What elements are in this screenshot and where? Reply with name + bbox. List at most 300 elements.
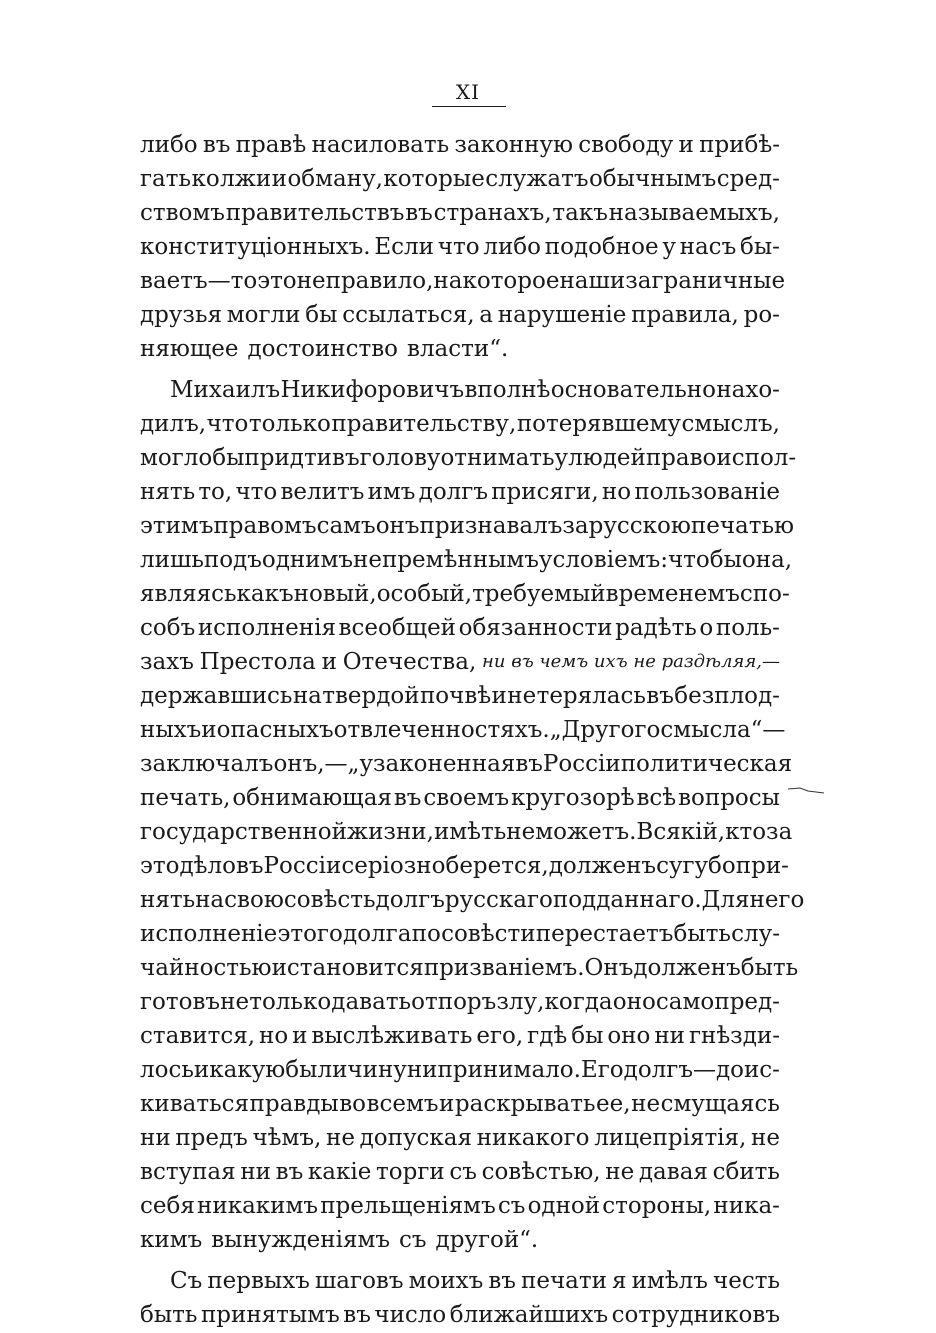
word: поль- [715,615,780,641]
word: всеобщей [338,615,457,641]
word: правительствъ [225,200,405,226]
word: никакого [476,1125,590,1151]
text-line [140,1155,780,1189]
word: лось [140,1057,194,1083]
word: что [235,479,278,505]
word: онъ [375,513,420,539]
word: оно [607,1023,651,1049]
word: долженъ [633,955,741,981]
word: терялась [536,683,646,709]
word: не [751,1125,780,1151]
word: перестаетъ [535,921,674,947]
word: людей [568,445,646,471]
word: называемыхъ, [608,200,780,226]
word: совѣстью, [481,1159,601,1185]
word: ваетъ—то [140,268,258,294]
word: ни [240,1159,271,1185]
word: и [193,1057,210,1083]
word: его, [476,1023,524,1049]
word: либо [140,132,198,158]
text-line [140,230,780,264]
word: Престола [199,649,316,675]
word: первыхъ [207,1268,310,1294]
text-line [140,917,780,951]
word: служатъ [485,166,589,192]
word: Если [374,234,435,260]
word: спо- [739,581,790,607]
word: честь [713,1268,780,1294]
word: такъ [552,200,608,226]
word: и [439,1091,455,1117]
word: Отечества, [342,649,477,675]
word: въ [202,132,231,158]
word: о [699,615,714,641]
word: дѣло [179,853,236,879]
word: не [326,1125,355,1151]
word: пользованіе [634,479,780,505]
word: и [271,955,287,981]
word: заключалъ [140,751,274,777]
word: одной [527,1193,601,1219]
word: временемъ [605,581,740,607]
word: кто [725,819,767,845]
word: обычнымъ [588,166,717,192]
word: становится [286,955,424,981]
word: этого [277,921,343,947]
word: и [292,1023,308,1049]
word: не [506,819,536,845]
word: придти [244,445,333,471]
word: Всякій, [636,819,726,845]
word: у [554,445,569,471]
word: радѣть [615,615,697,641]
word: долгъ—доис- [623,1057,780,1083]
text-line [140,1223,780,1257]
body-text [140,128,805,1332]
word: нахо- [716,377,780,403]
text-line [140,713,786,747]
word: „Другого [549,717,661,743]
word: обману, [287,166,383,192]
word: и [678,132,694,158]
word: собъ [140,615,196,641]
word: нарушеніе [497,302,627,328]
word: обнимающая [232,785,392,811]
text-line [140,332,780,366]
word: вынужденіямъ [211,1227,391,1253]
word: исполненія [197,615,336,641]
word: право [645,445,717,471]
word: ни [406,1057,438,1083]
word: только [249,989,332,1015]
word: ее, [596,1091,631,1117]
word: ставится, [140,1023,256,1049]
word: то, [198,479,233,505]
word: всѣ [636,785,677,811]
word: но [601,479,632,505]
word: себя [140,1193,195,1219]
word: Михаилъ [170,377,281,403]
word: него [749,887,805,913]
text-line [140,1298,780,1332]
word: бы [305,302,338,328]
text-line [140,407,780,441]
word: какую [209,1057,286,1083]
word: бы [571,1023,604,1049]
text-line [140,543,793,577]
word: никакимъ [197,1193,319,1219]
word: державшись [140,683,293,709]
word: допуская [359,1125,472,1151]
word: условіемъ: [538,547,668,573]
text-line [140,985,780,1019]
word: почвѣ [419,683,492,709]
word: при- [735,853,789,879]
word: правила, [631,302,739,328]
word: не [507,683,537,709]
word: оно [612,989,656,1015]
word: ни [654,1023,685,1049]
word: съ [399,1227,427,1253]
word: отвлеченностяхъ. [333,717,550,743]
word: совѣсти [441,921,536,947]
word: печати [521,1268,607,1294]
word: быть [740,955,799,981]
word: гать [140,166,192,192]
word: не [296,268,326,294]
word: въ [275,1159,304,1185]
word: совѣсть [283,887,376,913]
text-line [140,475,780,509]
word: не [631,1091,661,1117]
word: Россіи [263,853,342,879]
word: Для [701,887,750,913]
word: давать [331,989,412,1015]
word: безплод- [674,683,780,709]
word: сбить [712,1159,780,1185]
word: правомъ [213,513,317,539]
word: призваніемъ. [423,955,585,981]
word: присяги, [491,479,599,505]
text-line [140,1121,780,1155]
word: киваться [140,1091,250,1117]
word: сотрудниковъ [611,1302,780,1328]
word: свою [224,887,284,913]
word: смысла“— [660,717,786,743]
word: вполнѣ [464,377,551,403]
word: не [220,989,250,1015]
word: она, [741,547,793,573]
text-line [140,298,780,332]
word: ни [140,1125,171,1151]
word: и [271,166,288,192]
word: свободу [578,132,674,158]
word: смыслъ, [681,411,780,437]
word: само [655,989,715,1015]
word: въ [488,1268,516,1294]
text-line [140,1087,780,1121]
word: подъ [203,547,262,573]
word: прельщеніямъ [320,1193,496,1219]
word: ни въ чемъ ихъ не раздѣляя,— [482,651,780,672]
word: сугубо [656,853,736,879]
word: готовъ [140,989,221,1015]
word: чайностью [140,955,272,981]
word: опасныхъ [216,717,334,743]
word: которое [462,268,560,294]
word: твердой [322,683,420,709]
word: испол- [716,445,797,471]
word: правды [249,1091,339,1117]
word: кимъ [140,1227,203,1253]
text-line [140,128,780,162]
word: особый, [376,581,473,607]
word: имѣлъ [631,1268,708,1294]
word: друзья [140,302,222,328]
word: я [612,1268,627,1294]
text-line [140,645,780,679]
text-line [140,264,786,298]
word: берется, [445,853,549,879]
word: ссылаться, [342,302,475,328]
word: русскаго [444,887,553,913]
word: ствомъ [140,200,225,226]
word: потерявшему [516,411,681,437]
text-line [140,679,780,713]
word: другой“. [435,1227,539,1253]
word: имъ [367,479,416,505]
word: подобное [544,234,659,260]
word: наши [559,268,626,294]
word: могло [140,445,213,471]
word: либо [483,234,541,260]
text-line [140,1053,780,1087]
word: смущаясь [660,1091,780,1117]
word: можетъ. [535,819,637,845]
word: въ [332,445,360,471]
text-line [140,577,790,611]
word: лицепріятія, [594,1125,747,1151]
word: Онъ [584,955,634,981]
word: только [248,411,331,437]
word: въ [343,1302,371,1328]
word: новый, [293,581,377,607]
word: съ [449,1159,477,1185]
text-line [140,883,805,917]
word: имѣть [433,819,507,845]
word: бы [285,1057,318,1083]
word: подданнаго. [552,887,702,913]
word: заграничные [625,268,786,294]
word: всемъ [366,1091,439,1117]
word: достоинство [247,336,398,362]
word: нять [140,479,196,505]
word: онъ,—„узаконенная [273,751,516,777]
word: чтобы [667,547,742,573]
word: въ [646,683,674,709]
word: давая [638,1159,708,1185]
word: въ [515,751,543,777]
word: но [258,1023,289,1049]
text-line [140,373,780,407]
word: правило, [325,268,434,294]
word: что [437,234,480,260]
word: и [201,717,217,743]
word: вступая [140,1159,236,1185]
word: во [339,1091,367,1117]
word: странахъ, [433,200,552,226]
word: могли [226,302,301,328]
word: сред- [716,166,780,192]
word: слу- [731,921,780,947]
word: являясь [140,581,237,607]
word: основательно [550,377,716,403]
word: законную [454,132,574,158]
word: власти“. [407,336,509,362]
word: личину [317,1057,407,1083]
word: быть [140,1302,198,1328]
word: на [292,683,322,709]
text-line [140,849,789,883]
word: чѣмъ, [252,1125,322,1151]
word: въ [393,785,422,811]
word: какъ [236,581,294,607]
word: раскрывать [454,1091,596,1117]
word: гнѣзди- [688,1023,780,1049]
word: насъ [679,234,737,260]
word: принимало. [437,1057,581,1083]
word: печатью [690,513,795,539]
word: голову [359,445,441,471]
text-line [140,1264,780,1298]
word: однимъ [261,547,354,573]
word: долгъ [375,887,445,913]
word: по [411,921,441,947]
word: отпоръ [411,989,497,1015]
word: въ [405,200,433,226]
word: русскою [588,513,691,539]
text-line [140,162,780,196]
word: у [662,234,676,260]
text-line [140,1019,780,1053]
word: бы- [739,234,780,260]
word: Никифоровичъ [280,377,465,403]
word: долга [343,921,412,947]
text-line [140,196,780,230]
word: Съ [170,1268,203,1294]
word: конституціонныхъ. [140,234,371,260]
word: въ [235,853,264,879]
word: съ [497,1193,526,1219]
word: быть [673,921,731,947]
word: ро- [743,302,780,328]
word: какіе [307,1159,372,1185]
word: за [562,513,589,539]
word: никa- [713,1193,780,1219]
word: что [206,411,249,437]
word: дилъ, [140,411,207,437]
word: признавалъ [419,513,563,539]
word: злу, [496,989,545,1015]
text-line [140,509,795,543]
word: непремѣннымъ [353,547,539,573]
word: лишь [140,547,204,573]
word: няющее [140,336,239,362]
text-line [140,1189,780,1223]
word: шаговъ [314,1268,404,1294]
word: не [605,1159,635,1185]
word: это [257,268,297,294]
word: стороны, [602,1193,712,1219]
word: торги [376,1159,445,1185]
word: долженъ [548,853,657,879]
text-line [140,781,780,815]
word: на [195,887,225,913]
word: захъ [140,649,194,675]
word: ко [191,166,220,192]
word: которые [383,166,485,192]
word: правительству, [331,411,517,437]
word: требуемый [472,581,606,607]
word: это [140,853,180,879]
text-line [140,951,799,985]
word: ныхъ [140,717,202,743]
text-line [140,747,793,781]
word: долгъ [418,479,488,505]
word: печать, [140,785,231,811]
word: прибѣ- [699,132,780,158]
word: а [479,302,494,328]
page-number: XI [455,80,481,104]
word: предъ [175,1125,248,1151]
word: выслѣживать [311,1023,473,1049]
word: Россіи [542,751,621,777]
word: жизни, [346,819,434,845]
word: лжи [220,166,272,192]
text-line [140,441,797,475]
word: гдѣ [527,1023,568,1049]
word: кругозорѣ [511,785,635,811]
word: когда [544,989,613,1015]
word: принятымъ [200,1302,340,1328]
word: этимъ [140,513,214,539]
word: велитъ [280,479,365,505]
word: самъ [316,513,376,539]
header-rule [432,106,506,107]
word: отнимать [440,445,555,471]
word: за [766,819,793,845]
word: бы [212,445,245,471]
word: исполненіе [140,921,278,947]
word: Его [580,1057,624,1083]
word: и [321,649,337,675]
word: число [374,1302,447,1328]
word: и [491,683,507,709]
word: ближайшихъ [449,1302,609,1328]
word: своемъ [423,785,510,811]
word: государственной [140,819,347,845]
word: серіозно [341,853,446,879]
word: вопросы [678,785,780,811]
text-line [140,611,780,645]
word: нять [140,887,196,913]
word: политическая [620,751,793,777]
word: моихъ [408,1268,484,1294]
word: пред- [714,989,780,1015]
text-line [140,815,793,849]
word: насиловать [311,132,450,158]
word: на [433,268,463,294]
